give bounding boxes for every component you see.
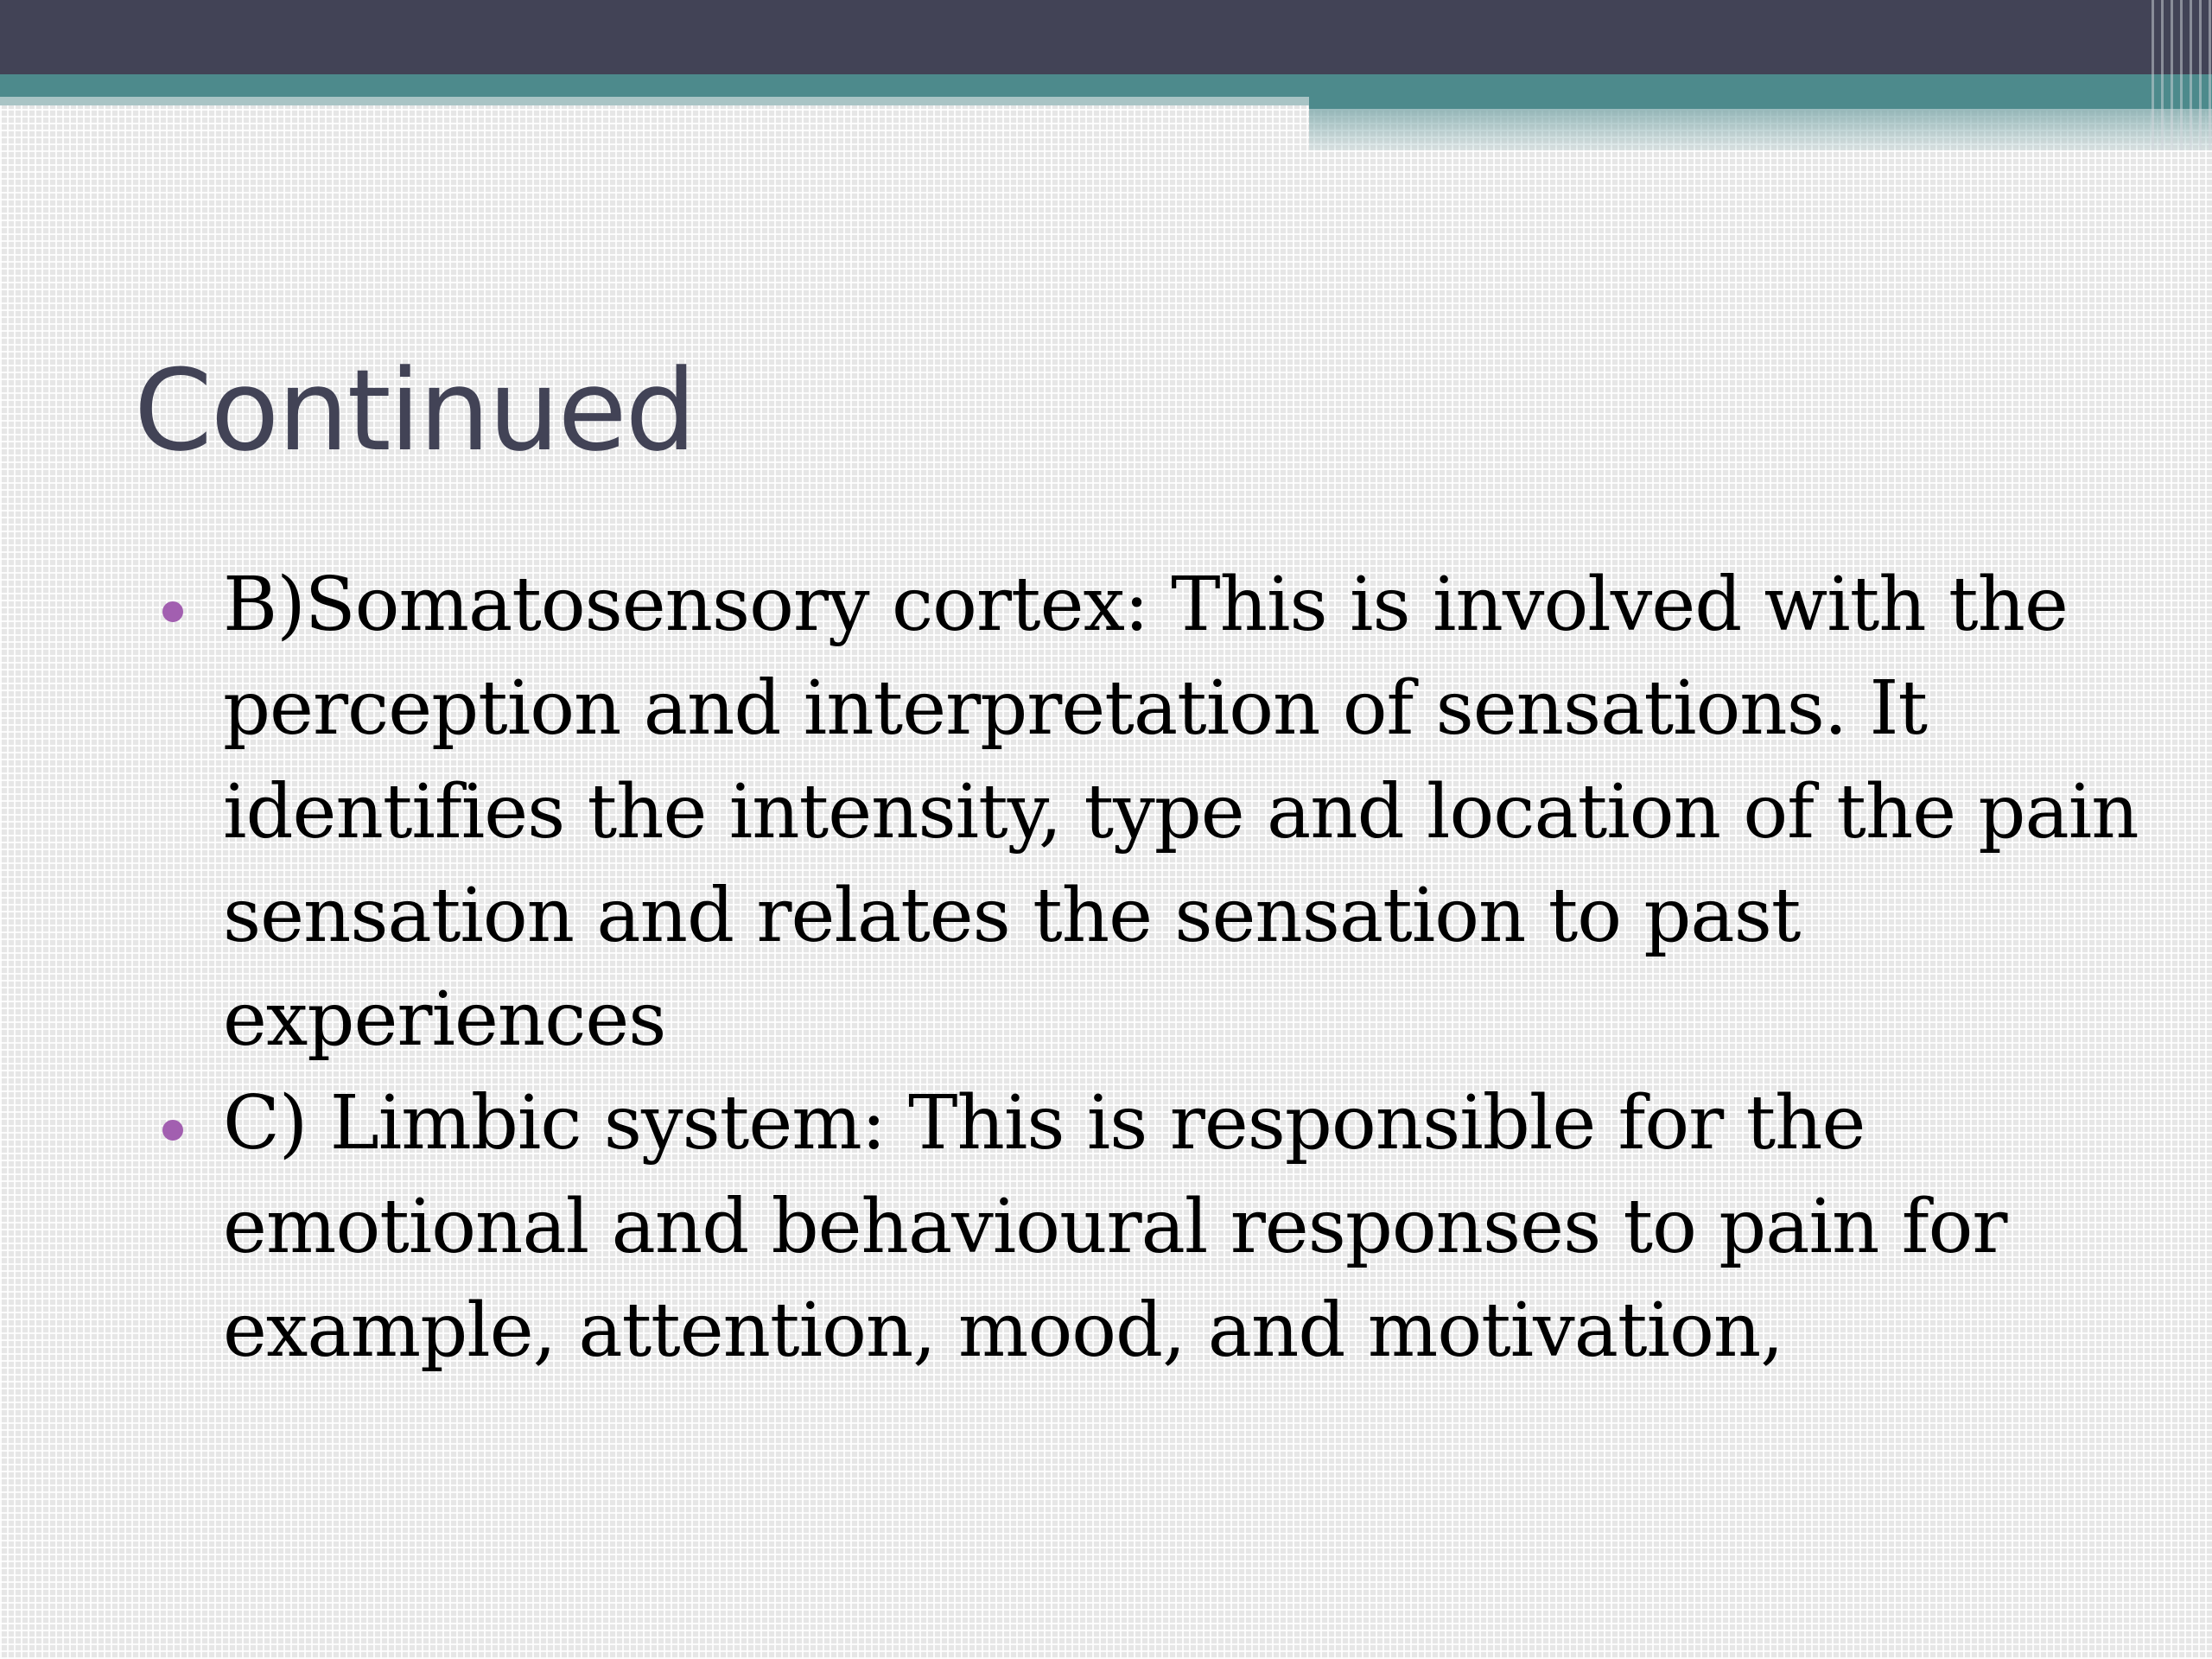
slide-title: Continued [134,345,696,476]
accent-stripe-right-faint [1309,109,2212,150]
bullet-item-somatosensory [0,553,2212,1071]
bullet-item-limbic [0,1071,2212,1382]
accent-stripe-left-light [0,97,1309,105]
bullet-dot-icon [162,601,183,622]
accent-stripe-right [1309,74,2212,109]
bullet-list [0,553,2212,1382]
accent-stripe-left [0,74,1309,97]
bullet-dot-icon [162,1120,183,1141]
edge-decoration [2152,0,2212,150]
header-bar [0,0,2212,74]
bullet-text: C) Limbic system: This is responsible for the emotional and behavioural responses to pain for example, attention, mood, and motivation, [223,1080,2007,1374]
bullet-text: B)Somatosensory cortex: This is involved with the perception and interpretation of sensations. It identifies the intensity, type and location of the pain sensation and relates the sensation to past experiences [223,562,2139,1063]
